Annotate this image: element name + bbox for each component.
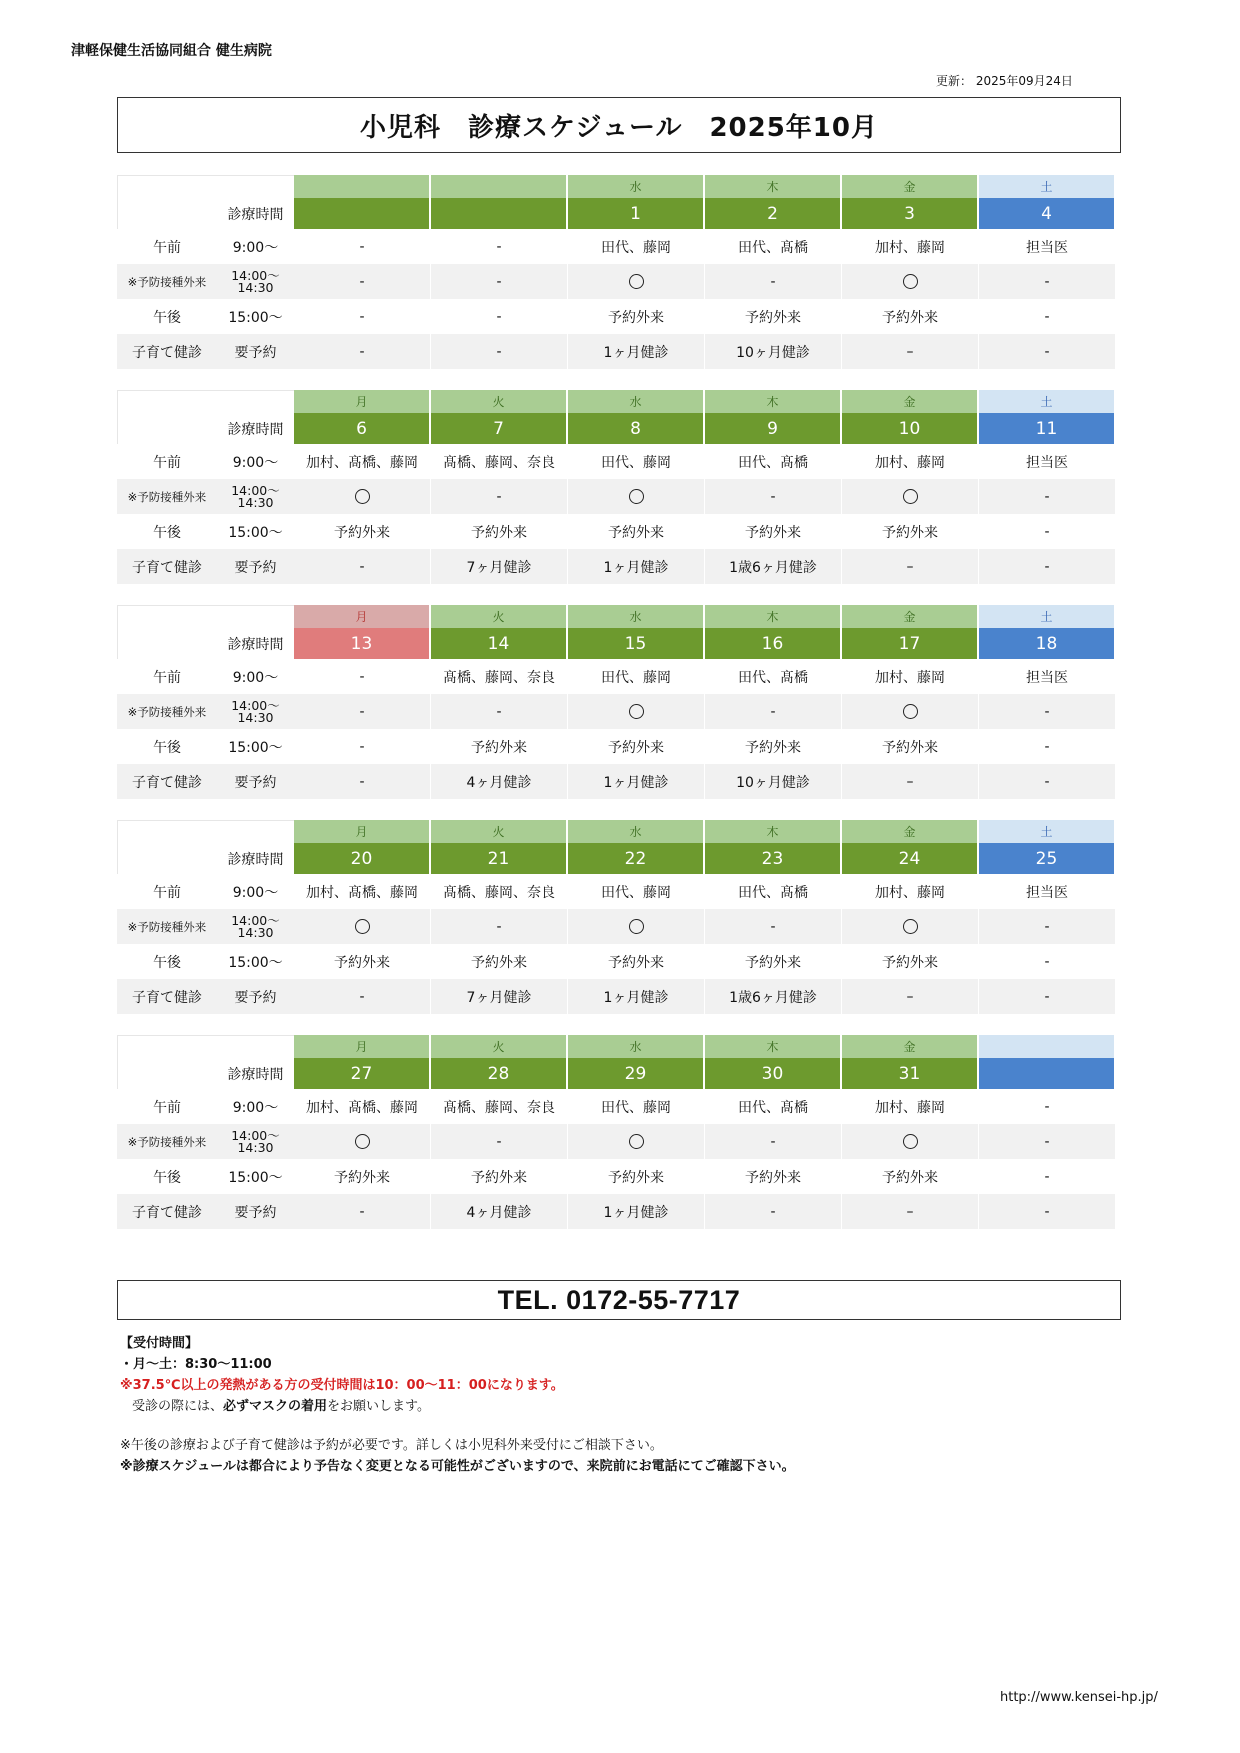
vaccination-cell	[842, 479, 979, 514]
am-cell: 加村、藤岡	[842, 444, 979, 479]
pm-row-label: 午後	[153, 739, 181, 756]
notes-section	[120, 1333, 795, 1477]
vaccination-cell	[294, 479, 431, 514]
day-date: 28	[431, 1058, 568, 1089]
am-row-time: 9:00〜	[232, 239, 279, 256]
day-date: 24	[842, 843, 979, 874]
am-cell: 田代、髙橋	[705, 229, 842, 264]
day-date: 16	[705, 628, 842, 659]
checkup-cell: -	[705, 1194, 842, 1229]
vaccination-cell: -	[979, 1124, 1116, 1159]
am-cell: 加村、藤岡	[842, 229, 979, 264]
vaccination-cell: -	[431, 909, 568, 944]
table-corner	[117, 390, 217, 444]
vaccination-time-start: 14:00〜	[231, 1127, 280, 1143]
am-cell: 髙橋、藤岡、奈良	[431, 1089, 568, 1124]
pm-cell: 予約外来	[568, 299, 705, 334]
table-corner	[217, 390, 294, 413]
day-of-week: 木	[705, 820, 842, 843]
table-corner	[217, 1035, 294, 1058]
day-of-week: 金	[842, 175, 979, 198]
vaccination-row-label: ※予防接種外来	[117, 909, 217, 944]
checkup-cell: –	[842, 334, 979, 369]
hours-label: 診療時間	[227, 636, 284, 653]
am-cell: 加村、藤岡	[842, 659, 979, 694]
pm-row-time: 15:00〜	[228, 739, 283, 756]
am-row-label: 午前	[153, 884, 181, 901]
vaccination-cell	[842, 264, 979, 299]
vaccination-cell: -	[705, 264, 842, 299]
am-cell: 田代、髙橋	[705, 1089, 842, 1124]
available-circle-icon	[629, 489, 644, 504]
pm-cell: -	[431, 299, 568, 334]
hours-label: 診療時間	[227, 421, 284, 438]
available-circle-icon	[903, 919, 918, 934]
checkup-cell: 7ヶ月健診	[431, 549, 568, 584]
day-of-week: 月	[294, 605, 431, 628]
week-5-table	[117, 1035, 1121, 1229]
pm-cell: -	[294, 729, 431, 764]
vaccination-row-time	[217, 694, 294, 729]
pm-cell: 予約外来	[705, 729, 842, 764]
checkup-cell: 1ヶ月健診	[568, 764, 705, 799]
day-of-week: 金	[842, 820, 979, 843]
pm-cell: 予約外来	[842, 299, 979, 334]
change-note: ※診療スケジュールは都合により予告なく変更となる可能性がございますので、来院前にお電話にてご確認下さい。	[120, 1459, 795, 1474]
day-of-week: 水	[568, 390, 705, 413]
pm-cell: 予約外来	[568, 729, 705, 764]
hours-label: 診療時間	[227, 1066, 284, 1083]
checkup-cell: 4ヶ月健診	[431, 764, 568, 799]
vaccination-cell: -	[431, 479, 568, 514]
day-of-week: 木	[705, 1035, 842, 1058]
checkup-cell: 1ヶ月健診	[568, 979, 705, 1014]
day-date: 23	[705, 843, 842, 874]
am-row-time: 9:00〜	[232, 884, 279, 901]
am-row-time: 9:00〜	[232, 1099, 279, 1116]
checkup-cell: –	[842, 1194, 979, 1229]
pm-cell: 予約外来	[568, 1159, 705, 1194]
day-of-week: 火	[431, 605, 568, 628]
week-2-table	[117, 390, 1121, 584]
am-row-label: 午前	[153, 239, 181, 256]
checkup-row-label: 子育て健診	[117, 1194, 217, 1229]
day-date: 8	[568, 413, 705, 444]
pm-row-time: 15:00〜	[228, 309, 283, 326]
day-date: 3	[842, 198, 979, 229]
available-circle-icon	[903, 489, 918, 504]
vaccination-cell: -	[705, 909, 842, 944]
vaccination-cell: -	[705, 694, 842, 729]
available-circle-icon	[903, 704, 918, 719]
am-cell: 髙橋、藤岡、奈良	[431, 874, 568, 909]
vaccination-cell	[294, 909, 431, 944]
pm-cell: 予約外来	[705, 1159, 842, 1194]
pm-cell: -	[979, 299, 1116, 334]
am-cell: -	[431, 229, 568, 264]
updated-date: 更新： 2025年09月24日	[936, 74, 1073, 88]
checkup-cell: -	[979, 764, 1116, 799]
pm-cell: 予約外来	[842, 514, 979, 549]
vaccination-time-end: 14:30	[237, 709, 274, 725]
am-cell: 髙橋、藤岡、奈良	[431, 444, 568, 479]
checkup-cell: -	[979, 979, 1116, 1014]
checkup-row-label: 子育て健診	[117, 334, 217, 369]
day-of-week: 火	[431, 820, 568, 843]
day-of-week: 木	[705, 605, 842, 628]
table-corner	[117, 175, 217, 229]
vaccination-time-start: 14:00〜	[231, 912, 280, 928]
available-circle-icon	[629, 274, 644, 289]
pm-cell: 予約外来	[705, 944, 842, 979]
vaccination-time-start: 14:00〜	[231, 482, 280, 498]
available-circle-icon	[355, 1134, 370, 1149]
am-cell: 担当医	[979, 874, 1116, 909]
table-corner	[117, 820, 217, 874]
day-of-week: 水	[568, 820, 705, 843]
checkup-cell: 1ヶ月健診	[568, 549, 705, 584]
checkup-row-time: 要予約	[217, 979, 294, 1014]
telephone-number: TEL. 0172-55-7717	[117, 1280, 1121, 1320]
am-cell: 加村、髙橋、藤岡	[294, 444, 431, 479]
am-cell: 加村、藤岡	[842, 1089, 979, 1124]
day-date	[979, 1058, 1116, 1089]
am-cell: 田代、藤岡	[568, 874, 705, 909]
am-row-label: 午前	[153, 669, 181, 686]
pm-row-time: 15:00〜	[228, 524, 283, 541]
pm-cell: 予約外来	[294, 1159, 431, 1194]
vaccination-cell	[568, 264, 705, 299]
day-date: 7	[431, 413, 568, 444]
reservation-note: ※午後の診療および子育て健診は予約が必要です。詳しくは小児科外来受付にご相談下さい。	[120, 1438, 663, 1453]
day-of-week: 月	[294, 1035, 431, 1058]
day-of-week	[294, 175, 431, 198]
day-date: 29	[568, 1058, 705, 1089]
table-corner	[217, 605, 294, 628]
day-of-week: 木	[705, 390, 842, 413]
fever-notice: ※37.5℃以上の発熱がある方の受付時間は10：00〜11：00になります。	[120, 1378, 564, 1393]
pm-cell: 予約外来	[431, 729, 568, 764]
hours-label: 診療時間	[227, 851, 284, 868]
day-of-week: 土	[979, 390, 1116, 413]
am-cell: 担当医	[979, 444, 1116, 479]
page-title: 小児科 診療スケジュール 2025年10月	[117, 97, 1121, 153]
available-circle-icon	[629, 704, 644, 719]
am-cell: 田代、藤岡	[568, 229, 705, 264]
pm-cell: -	[979, 944, 1116, 979]
am-cell: 加村、髙橋、藤岡	[294, 1089, 431, 1124]
pm-cell: 予約外来	[294, 944, 431, 979]
available-circle-icon	[355, 919, 370, 934]
am-cell: -	[294, 659, 431, 694]
vaccination-cell	[568, 1124, 705, 1159]
vaccination-cell: -	[705, 479, 842, 514]
day-of-week: 月	[294, 820, 431, 843]
pm-cell: 予約外来	[842, 1159, 979, 1194]
vaccination-cell: -	[294, 694, 431, 729]
available-circle-icon	[355, 489, 370, 504]
day-date: 4	[979, 198, 1116, 229]
day-of-week: 金	[842, 605, 979, 628]
pm-cell: 予約外来	[705, 514, 842, 549]
checkup-cell: 10ヶ月健診	[705, 334, 842, 369]
vaccination-row-label: ※予防接種外来	[117, 264, 217, 299]
checkup-cell: -	[294, 979, 431, 1014]
day-of-week: 金	[842, 1035, 979, 1058]
am-cell: 髙橋、藤岡、奈良	[431, 659, 568, 694]
available-circle-icon	[903, 274, 918, 289]
vaccination-row-time	[217, 264, 294, 299]
checkup-cell: –	[842, 549, 979, 584]
checkup-row-label: 子育て健診	[117, 549, 217, 584]
am-cell: 加村、藤岡	[842, 874, 979, 909]
am-cell: -	[294, 229, 431, 264]
checkup-row-time: 要予約	[217, 334, 294, 369]
vaccination-cell	[568, 694, 705, 729]
vaccination-cell	[568, 479, 705, 514]
checkup-cell: -	[979, 1194, 1116, 1229]
am-cell: 田代、藤岡	[568, 659, 705, 694]
am-row-label: 午前	[153, 454, 181, 471]
day-date: 27	[294, 1058, 431, 1089]
vaccination-row-time	[217, 1124, 294, 1159]
day-of-week: 水	[568, 605, 705, 628]
hours-label: 診療時間	[227, 206, 284, 223]
checkup-row-time: 要予約	[217, 549, 294, 584]
checkup-cell: -	[294, 764, 431, 799]
checkup-cell: 1歳6ヶ月健診	[705, 549, 842, 584]
checkup-cell: -	[294, 1194, 431, 1229]
day-date: 30	[705, 1058, 842, 1089]
day-of-week: 土	[979, 605, 1116, 628]
checkup-cell: -	[431, 334, 568, 369]
vaccination-cell: -	[431, 264, 568, 299]
am-cell: 担当医	[979, 229, 1116, 264]
checkup-cell: -	[979, 334, 1116, 369]
vaccination-cell	[294, 1124, 431, 1159]
day-date: 22	[568, 843, 705, 874]
mask-notice-post: をお願いします。	[327, 1399, 430, 1414]
mask-notice	[120, 1396, 795, 1417]
vaccination-cell: -	[294, 264, 431, 299]
vaccination-row-time	[217, 479, 294, 514]
vaccination-cell: -	[979, 909, 1116, 944]
pm-cell: -	[979, 729, 1116, 764]
day-of-week: 火	[431, 390, 568, 413]
day-of-week: 水	[568, 1035, 705, 1058]
am-cell: 田代、藤岡	[568, 444, 705, 479]
week-3-table	[117, 605, 1121, 799]
day-of-week: 月	[294, 390, 431, 413]
vaccination-row-label: ※予防接種外来	[117, 694, 217, 729]
checkup-cell: –	[842, 764, 979, 799]
mask-notice-pre: 受診の際には、	[132, 1399, 224, 1414]
week-4-table	[117, 820, 1121, 1014]
vaccination-cell: -	[705, 1124, 842, 1159]
am-cell: 田代、髙橋	[705, 874, 842, 909]
table-corner	[217, 820, 294, 843]
mask-notice-bold: 必ずマスクの着用	[223, 1399, 328, 1414]
vaccination-time-end: 14:30	[237, 279, 274, 295]
vaccination-time-end: 14:30	[237, 924, 274, 940]
vaccination-time-end: 14:30	[237, 494, 274, 510]
pm-cell: 予約外来	[431, 514, 568, 549]
day-date: 15	[568, 628, 705, 659]
week-1-table	[117, 175, 1121, 369]
day-date	[431, 198, 568, 229]
day-date	[294, 198, 431, 229]
checkup-row-time: 要予約	[217, 1194, 294, 1229]
vaccination-cell: -	[979, 694, 1116, 729]
pm-cell: 予約外来	[842, 729, 979, 764]
pm-row-time: 15:00〜	[228, 954, 283, 971]
pm-cell: 予約外来	[294, 514, 431, 549]
vaccination-cell	[842, 909, 979, 944]
pm-cell: 予約外来	[431, 944, 568, 979]
pm-row-label: 午後	[153, 524, 181, 541]
day-date: 21	[431, 843, 568, 874]
vaccination-cell	[568, 909, 705, 944]
am-row-label: 午前	[153, 1099, 181, 1116]
vaccination-time-start: 14:00〜	[231, 267, 280, 283]
am-cell: 田代、髙橋	[705, 659, 842, 694]
pm-row-label: 午後	[153, 954, 181, 971]
day-of-week	[979, 1035, 1116, 1058]
checkup-row-time: 要予約	[217, 764, 294, 799]
day-of-week	[431, 175, 568, 198]
available-circle-icon	[629, 1134, 644, 1149]
day-of-week: 木	[705, 175, 842, 198]
day-of-week: 火	[431, 1035, 568, 1058]
am-row-time: 9:00〜	[232, 669, 279, 686]
day-date: 6	[294, 413, 431, 444]
checkup-row-label: 子育て健診	[117, 764, 217, 799]
checkup-cell: 1ヶ月健診	[568, 334, 705, 369]
day-date: 20	[294, 843, 431, 874]
day-date: 18	[979, 628, 1116, 659]
day-of-week: 金	[842, 390, 979, 413]
checkup-cell: 10ヶ月健診	[705, 764, 842, 799]
am-cell: 担当医	[979, 659, 1116, 694]
reception-heading: 【受付時間】	[120, 1336, 199, 1351]
pm-cell: 予約外来	[431, 1159, 568, 1194]
vaccination-row-time	[217, 909, 294, 944]
checkup-cell: 4ヶ月健診	[431, 1194, 568, 1229]
table-corner	[217, 175, 294, 198]
pm-row-time: 15:00〜	[228, 1169, 283, 1186]
pm-cell: -	[294, 299, 431, 334]
day-date: 13	[294, 628, 431, 659]
day-of-week: 土	[979, 820, 1116, 843]
vaccination-cell: -	[431, 1124, 568, 1159]
pm-cell: 予約外来	[842, 944, 979, 979]
table-corner	[117, 1035, 217, 1089]
checkup-row-label: 子育て健診	[117, 979, 217, 1014]
day-date: 17	[842, 628, 979, 659]
day-date: 11	[979, 413, 1116, 444]
checkup-cell: 1歳6ヶ月健診	[705, 979, 842, 1014]
checkup-cell: -	[294, 334, 431, 369]
checkup-cell: -	[979, 549, 1116, 584]
day-date: 10	[842, 413, 979, 444]
vaccination-row-label: ※予防接種外来	[117, 479, 217, 514]
day-date: 9	[705, 413, 842, 444]
organization-name: 津軽保健生活協同組合 健生病院	[71, 43, 272, 59]
day-date: 2	[705, 198, 842, 229]
vaccination-cell: -	[979, 479, 1116, 514]
day-date: 31	[842, 1058, 979, 1089]
am-row-time: 9:00〜	[232, 454, 279, 471]
vaccination-cell: -	[431, 694, 568, 729]
available-circle-icon	[629, 919, 644, 934]
day-date: 14	[431, 628, 568, 659]
am-cell: 加村、髙橋、藤岡	[294, 874, 431, 909]
am-cell: -	[979, 1089, 1116, 1124]
vaccination-time-end: 14:30	[237, 1139, 274, 1155]
vaccination-cell	[842, 694, 979, 729]
am-cell: 田代、髙橋	[705, 444, 842, 479]
table-corner	[117, 605, 217, 659]
vaccination-cell	[842, 1124, 979, 1159]
vaccination-row-label: ※予防接種外来	[117, 1124, 217, 1159]
pm-cell: -	[979, 514, 1116, 549]
pm-cell: 予約外来	[705, 299, 842, 334]
checkup-cell: –	[842, 979, 979, 1014]
pm-cell: -	[979, 1159, 1116, 1194]
pm-row-label: 午後	[153, 309, 181, 326]
day-of-week: 水	[568, 175, 705, 198]
vaccination-cell: -	[979, 264, 1116, 299]
available-circle-icon	[903, 1134, 918, 1149]
day-date: 1	[568, 198, 705, 229]
checkup-cell: 7ヶ月健診	[431, 979, 568, 1014]
vaccination-time-start: 14:00〜	[231, 697, 280, 713]
checkup-cell: -	[294, 549, 431, 584]
day-date: 25	[979, 843, 1116, 874]
reception-hours: ・月〜土：8:30〜11:00	[120, 1357, 272, 1372]
am-cell: 田代、藤岡	[568, 1089, 705, 1124]
day-of-week: 土	[979, 175, 1116, 198]
website-url: http://www.kensei-hp.jp/	[1000, 1690, 1158, 1705]
pm-row-label: 午後	[153, 1169, 181, 1186]
pm-cell: 予約外来	[568, 944, 705, 979]
checkup-cell: 1ヶ月健診	[568, 1194, 705, 1229]
pm-cell: 予約外来	[568, 514, 705, 549]
